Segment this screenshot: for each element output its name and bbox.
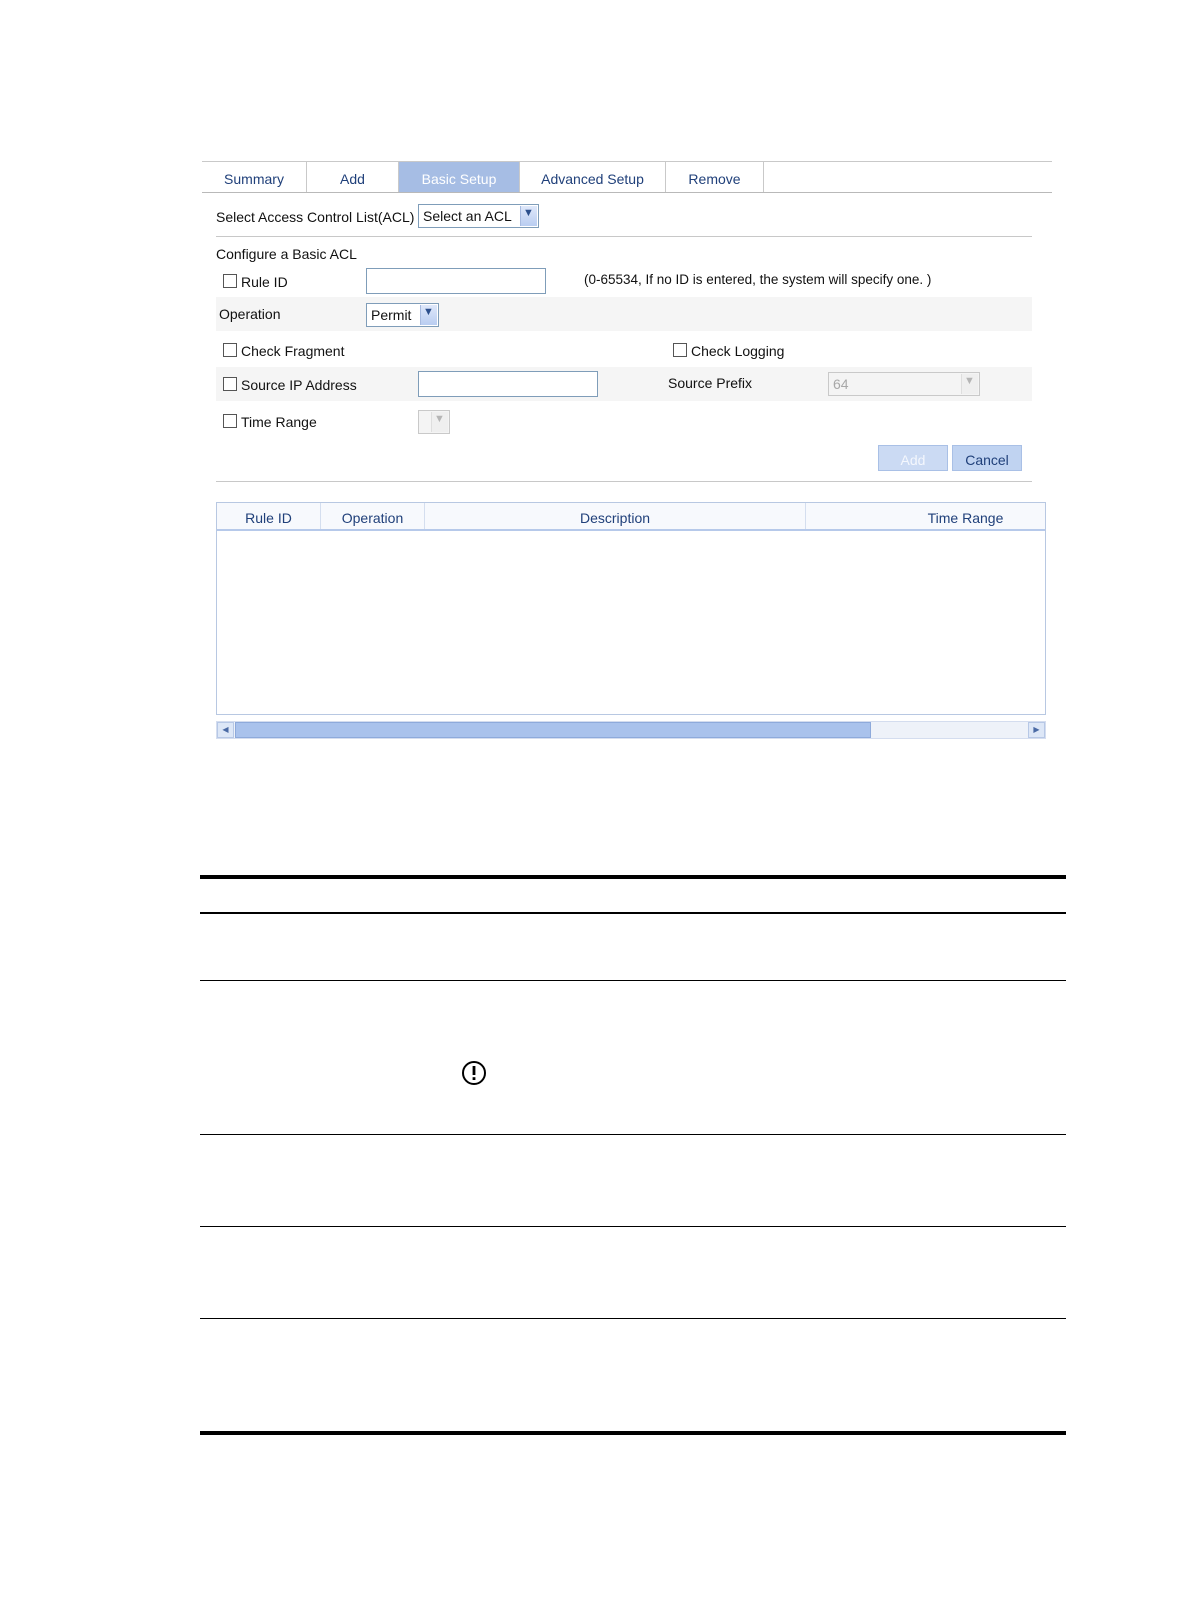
source-prefix-label: Source Prefix [668, 375, 753, 391]
column-header-time-range[interactable]: Time Range [806, 503, 1046, 529]
check-logging-checkbox[interactable] [673, 343, 687, 357]
cancel-button[interactable]: Cancel [952, 445, 1022, 471]
table-header-rule [200, 912, 1066, 914]
exclamation-circle-icon [461, 1060, 487, 1086]
time-range-label: Time Range [241, 414, 317, 430]
rule-id-hint: (0-65534, If no ID is entered, the system will specify one. ) [584, 272, 932, 287]
scroll-right-icon[interactable]: ▶ [1028, 722, 1045, 738]
table-top-rule [200, 875, 1066, 879]
time-range-checkbox[interactable] [223, 414, 237, 428]
operation-label: Operation [219, 306, 281, 322]
table-row-rule [200, 1226, 1066, 1227]
check-fragment-checkbox[interactable] [223, 343, 237, 357]
chevron-down-icon[interactable]: ▼ [420, 305, 437, 325]
tab-remove[interactable]: Remove [666, 162, 764, 192]
source-ip-checkbox[interactable] [223, 377, 237, 391]
table-row-rule [200, 1134, 1066, 1135]
acl-select[interactable] [418, 204, 539, 228]
rule-id-input[interactable] [366, 268, 546, 294]
scrollbar-thumb[interactable] [235, 722, 871, 738]
divider [216, 236, 1032, 237]
chevron-down-icon[interactable]: ▼ [520, 206, 537, 226]
source-ip-label: Source IP Address [241, 377, 357, 393]
rule-id-checkbox[interactable] [223, 274, 237, 288]
scroll-left-icon[interactable]: ◀ [217, 722, 234, 738]
source-prefix-value: 64 [833, 376, 849, 392]
source-ip-input[interactable] [418, 371, 598, 397]
add-button[interactable]: Add [878, 445, 948, 471]
column-header-description[interactable]: Description [425, 503, 806, 529]
operation-select[interactable] [366, 303, 439, 327]
time-range-select[interactable] [418, 410, 450, 434]
table-row-rule [200, 1318, 1066, 1319]
rules-grid [216, 502, 1046, 715]
table-row-rule [200, 980, 1066, 981]
operation-row [216, 297, 1032, 331]
source-prefix-select[interactable] [828, 372, 980, 396]
operation-select-value: Permit [371, 307, 412, 323]
column-header-operation[interactable]: Operation [321, 503, 425, 529]
tab-summary[interactable]: Summary [202, 162, 307, 192]
rule-id-label: Rule ID [241, 274, 288, 290]
grid-header [217, 503, 1046, 531]
chevron-down-icon[interactable]: ▼ [961, 374, 978, 394]
check-logging-label: Check Logging [691, 343, 785, 359]
acl-select-value: Select an ACL [423, 208, 512, 224]
tab-bar [202, 161, 1052, 193]
horizontal-scrollbar[interactable] [216, 721, 1046, 739]
column-header-rule-id[interactable]: Rule ID [217, 503, 321, 529]
divider [216, 481, 1032, 482]
tab-basic-setup[interactable]: Basic Setup [399, 162, 520, 192]
chevron-down-icon[interactable]: ▼ [431, 412, 448, 432]
acl-select-label: Select Access Control List(ACL) [216, 209, 415, 225]
tab-advanced-setup[interactable]: Advanced Setup [520, 162, 666, 192]
table-bottom-rule [200, 1431, 1066, 1435]
check-fragment-label: Check Fragment [241, 343, 345, 359]
tab-add[interactable]: Add [307, 162, 399, 192]
section-title: Configure a Basic ACL [216, 246, 357, 262]
